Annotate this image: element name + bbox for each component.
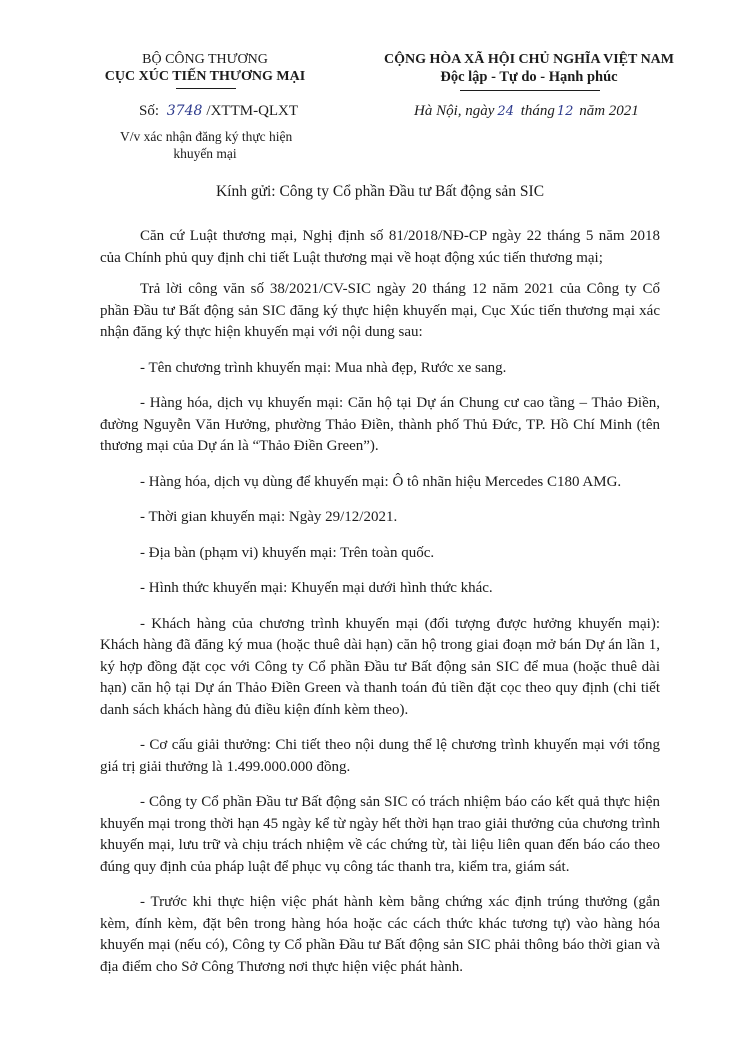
- promotion-area-item: - Địa bàn (phạm vi) khuyến mại: Trên toàn quốc.: [140, 544, 435, 561]
- issuance-notice-item: - Trước khi thực hiện việc phát hành kèm bằng chứng xác định trúng thưởng (gắn kèm, đính kèm, đặt bên trong hàng hóa hoặc các cách thức khác tương tự) vào hàng hóa khuyến mại (nếu có), Công ty Cổ phần Đầu tư Bất động sản SIC phải thông báo thời gian và địa điểm cho Sở Công Thương nơi thực hiện việc phát hành.: [100, 894, 660, 975]
- prize-structure-item: - Cơ cấu giải thưởng: Chi tiết theo nội dung thể lệ chương trình khuyến mại với tổng giá trị giải thưởng là 1.499.000.000 đồng.: [100, 737, 660, 775]
- place-date: [414, 103, 639, 120]
- recipient-line: Kính gửi: Công ty Cổ phần Đầu tư Bất động sản SIC: [215, 183, 545, 200]
- handwritten-day: 24: [497, 104, 514, 119]
- issuer-block: [104, 51, 306, 85]
- department-name: CỤC XÚC TIẾN THƯƠNG MẠI: [104, 69, 306, 84]
- subject-line: [120, 128, 293, 162]
- promotion-time-item: - Thời gian khuyến mại: Ngày 29/12/2021.: [140, 509, 398, 525]
- handwritten-month: 12: [556, 104, 574, 119]
- promoted-goods-item: - Hàng hóa, dịch vụ khuyến mại: Căn hộ tại Dự án Chung cư cao tầng – Thảo Điền, đường Nguyễn Văn Hưởng, phường Thảo Điền, thành phố Thủ Đức, TP. Hồ Chí Minh (tên thương mại của Dự án là “Thảo Điền Green”).: [100, 395, 660, 454]
- date-month-word: tháng: [520, 103, 555, 119]
- country-name: CỘNG HÒA XÃ HỘI CHỦ NGHĨA VIỆT NAM: [383, 52, 674, 67]
- number-prefix: Số:: [139, 103, 160, 119]
- date-suffix: năm 2021: [579, 103, 639, 119]
- reply-paragraph: Trả lời công văn số 38/2021/CV-SIC ngày 20 tháng 12 năm 2021 của Công ty Cổ phần Đầu tư Bất động sản SIC đăng ký thực hiện khuyến mại, Cục Xúc tiến thương mại xác nhận đăng ký thực hiện khuyến mại với nội dung sau:: [100, 281, 660, 340]
- subject-line-2: khuyến mại: [173, 146, 237, 161]
- eligible-customers-item: - Khách hàng của chương trình khuyến mại (đối tượng được hưởng khuyến mại): Khách hàng đã đăng ký mua (hoặc thuê dài hạn) căn hộ trong giai đoạn mở bán Dự án lần 1, ký hợp đồng đặt cọc với Công ty Cổ phần Đầu tư Bất động sản SIC để mua (hoặc thuê dài hạn) căn hộ tại Dự án Thảo Điền Green và thanh toán đủ tiền đặt cọc theo quy định (chi tiết danh sách khách hàng đủ điều kiện đính kèm theo).: [100, 615, 660, 718]
- document-number: [139, 103, 298, 120]
- motto-underline: [460, 90, 600, 91]
- national-motto: Độc lập - Tự do - Hạnh phúc: [440, 69, 618, 85]
- number-suffix: /XTTM-QLXT: [206, 103, 299, 119]
- program-name-item: - Tên chương trình khuyến mại: Mua nhà đẹp, Rước xe sang.: [140, 359, 507, 376]
- ministry-name: BỘ CÔNG THƯƠNG: [142, 52, 268, 67]
- letter-body: [100, 226, 660, 978]
- promotion-form-item: - Hình thức khuyến mại: Khuyến mại dưới hình thức khác.: [140, 580, 493, 596]
- promotion-goods-item: - Hàng hóa, dịch vụ dùng để khuyến mại: Ô tô nhãn hiệu Mercedes C180 AMG.: [140, 473, 622, 490]
- subject-line-1: V/v xác nhận đăng ký thực hiện: [120, 129, 293, 144]
- legal-basis-paragraph: Căn cứ Luật thương mại, Nghị định số 81/2018/NĐ-CP ngày 22 tháng 5 năm 2018 của Chính phủ quy định chi tiết Luật thương mại về hoạt động xúc tiến thương mại;: [100, 228, 660, 266]
- issuer-underline: [176, 88, 236, 89]
- national-header: [368, 51, 690, 86]
- handwritten-number: 3748: [166, 103, 203, 119]
- date-prefix: Hà Nội, ngày: [414, 103, 495, 119]
- reporting-duty-item: - Công ty Cổ phần Đầu tư Bất động sản SIC có trách nhiệm báo cáo kết quả thực hiện khuyến mại trong thời hạn 45 ngày kể từ ngày hết thời hạn trao giải thưởng của chương trình khuyến mại, lưu trữ và chịu trách nhiệm về các chứng từ, tài liệu liên quan đến báo cáo theo đúng quy định của pháp luật để phục vụ công tác thanh tra, kiểm tra, giám sát.: [100, 794, 660, 875]
